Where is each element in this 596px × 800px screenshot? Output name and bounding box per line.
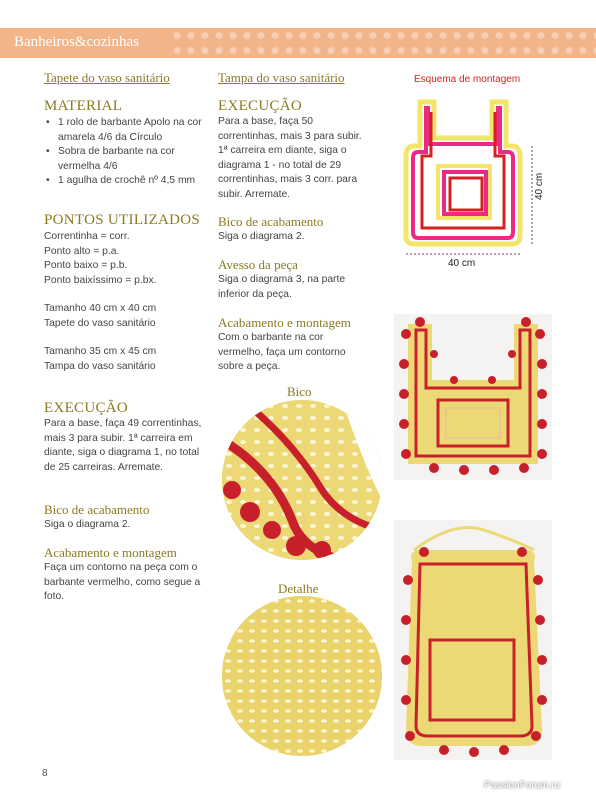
size-2-dim: Tamanho 35 cm x 45 cm: [44, 346, 157, 357]
diagram-width-label: 40 cm: [448, 258, 476, 269]
left-title: Tapete do vaso sanitário: [44, 70, 170, 85]
caption-detalhe: Detalhe: [278, 581, 319, 596]
diagram-height-label: 40 cm: [534, 172, 545, 200]
header-band: [0, 28, 596, 58]
points-list: [44, 230, 214, 288]
diagram-inner-red: [450, 178, 482, 210]
point-item: Correntinha = corr.: [44, 231, 130, 242]
point-item: Ponto baixíssimo = p.bx.: [44, 274, 157, 286]
bico-photo-image: [222, 400, 382, 560]
middle-acab-heading: Acabamento e montagem: [218, 315, 351, 330]
material-list: [44, 116, 212, 189]
page-number: 8: [42, 768, 48, 779]
middle-title: Tampa do vaso sanitário: [218, 70, 345, 85]
middle-bico-heading: Bico de acabamento: [218, 214, 324, 229]
middle-avesso-heading: Avesso da peça: [218, 257, 298, 272]
detalhe-photo-image: [222, 596, 382, 756]
size-1: [44, 302, 214, 331]
left-exec-text: Para a base, faça 49 correntinhas, mais 3 para subir. 1ª carreira em diante, siga o diagrama 1, no total de 25 carreiras. Arremate.: [44, 418, 202, 473]
bico-photo: [222, 400, 382, 560]
watermark: PassionForum.ru: [484, 780, 561, 791]
points-heading: PONTOS UTILIZADOS: [44, 212, 201, 228]
detalhe-photo: [222, 596, 382, 756]
section-title: Banheiros&cozinhas: [14, 34, 139, 50]
middle-avesso-text: Siga o diagrama 3, na parte inferior da peça.: [218, 274, 346, 300]
rug-photo: [394, 314, 552, 480]
left-exec-heading: EXECUÇÃO: [44, 400, 129, 416]
material-heading: MATERIAL: [44, 98, 123, 114]
rug-photo-image: [394, 314, 552, 480]
left-bico-text: Siga o diagrama 2.: [44, 519, 131, 530]
material-item: • 1 agulha de crochê nº 4,5 mm: [44, 174, 212, 189]
size-2-piece: Tampa do vaso sanitário: [44, 360, 156, 372]
middle-bico-text: Siga o diagrama 2.: [218, 231, 305, 242]
header-pattern: [170, 28, 596, 58]
left-bico-heading: Bico de acabamento: [44, 502, 150, 517]
middle-acab-text: Com o barbante na cor vermelho, faça um contorno sobre a peça.: [218, 332, 346, 373]
size-2: [44, 345, 214, 374]
caption-bico: Bico: [287, 384, 312, 399]
material-item: • 1 rolo de barbante Apolo na cor amarela 4/6 da Círculo: [44, 116, 212, 145]
left-acab-heading: Acabamento e montagem: [44, 545, 177, 560]
size-1-piece: Tapete do vaso sanitário: [44, 317, 156, 329]
lid-cover-photo-image: [394, 520, 552, 760]
middle-exec-text: Para a base, faça 50 correntinhas, mais 3 para subir. 1ª carreira em diante, siga o diagrama 1 - no total de 29 correntinhas, mais 3 corr. para subir. Arremate.: [218, 116, 362, 200]
material-item: • Sobra de barbante na cor vermelha 4/6: [44, 145, 212, 174]
size-1-dim: Tamanho 40 cm x 40 cm: [44, 303, 157, 314]
point-item: Ponto alto = p.a.: [44, 245, 120, 257]
middle-exec-heading: EXECUÇÃO: [218, 98, 303, 114]
diagram-title: Esquema de montagem: [414, 74, 521, 85]
left-acab-text: Faça um contorno na peça com o barbante vermelho, como segue a foto.: [44, 562, 201, 603]
lid-cover-photo: [394, 520, 552, 760]
point-item: Ponto baixo = p.b.: [44, 260, 128, 272]
